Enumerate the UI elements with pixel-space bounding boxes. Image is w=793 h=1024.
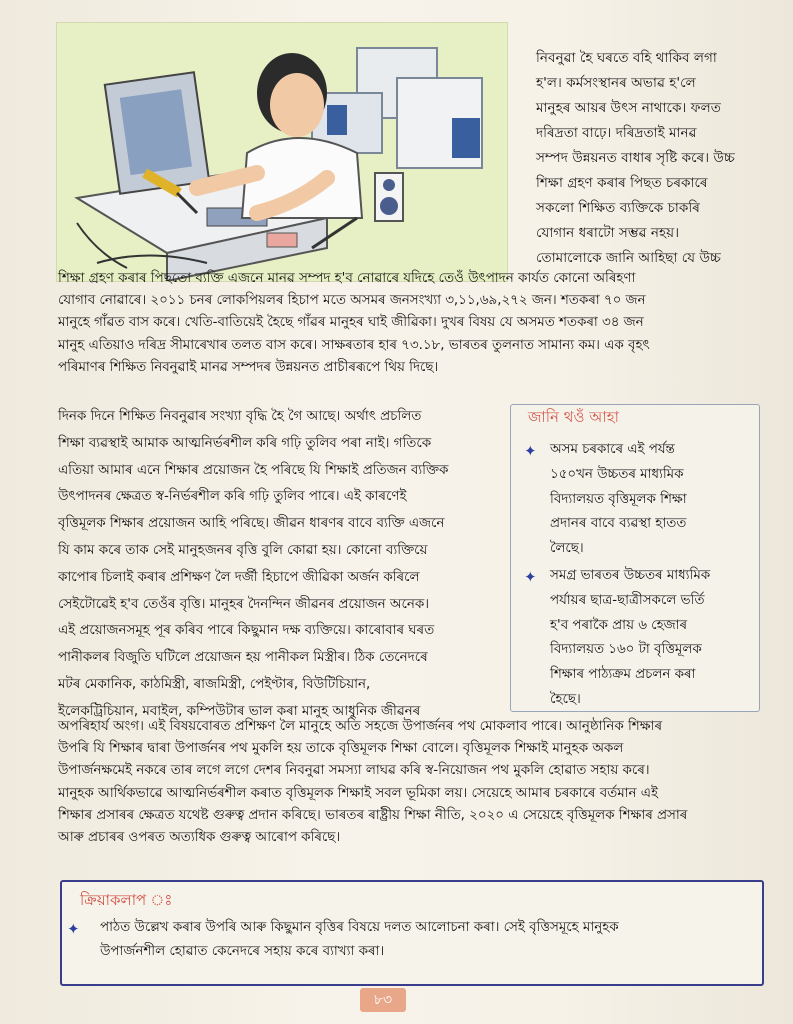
text-line: এতিয়া আমাৰ এনে শিক্ষাৰ প্ৰয়োজন হৈ পৰিছে যি শিক্ষাই প্ৰতিজন ব্যক্তিক [58, 462, 449, 478]
text-line: তোমালোকে জানি আহিছা যে উচ্চ [536, 250, 721, 266]
text-line: উপাৰ্জনক্ষমেই নকৰে তাৰ লগে লগে দেশৰ নিবনুৱা সমস্যা লাঘৱ কৰি স্ব-নিয়োজন পথ মুকলি হোৱাত সহায় কৰে। [58, 763, 650, 779]
info-box-title: জানি থওঁ আহা [528, 408, 620, 426]
text-line: প্ৰদানৰ বাবে ব্যৱস্থা হাতত [550, 516, 687, 532]
text-line: যোগাব নোৱাৰে। ২০১১ চনৰ লোকপিয়লৰ হিচাপ মতে অসমৰ জনসংখ্যা ৩,১১,৬৯,২৭২ জন। শতকৰা ৭০ জন [58, 293, 646, 309]
text-line: উপৰি যি শিক্ষাৰ দ্বাৰা উপাৰ্জনৰ পথ মুকলি হয় তাকে বৃত্তিমূলক শিক্ষা বোলে। বৃত্তিমূলক শিক্ষাই মানুহক অকল [58, 741, 624, 757]
text-line: মানুহক আৰ্থিকভাৱে আত্মনিৰ্ভৰশীল কৰাত বৃত্তিমূলক শিক্ষাই সবল ভূমিকা লয়। সেয়েহে আমাৰ চৰকাৰে বৰ্তমান এই [58, 785, 658, 801]
text-line: সম্পদ উন্নয়নত বাধাৰ সৃষ্টি কৰে। উচ্চ [536, 150, 735, 166]
text-line: শিক্ষা গ্ৰহণ কৰাৰ পিছতো ব্যক্তি এজনে মানৱ সম্পদ হ'ব নোৱাৰে যদিহে তেওঁ উৎপাদন কাৰ্যত কোনো অৰিহণা [58, 271, 636, 286]
diamond-bullet-icon: ✦ [524, 442, 537, 460]
text-line: মটৰ মেকানিক, কাঠমিস্ত্ৰী, ৰাজমিস্ত্ৰী, পেইণ্টাৰ, বিউটিচিয়ান, [58, 676, 371, 692]
info-box-item [520, 564, 756, 713]
text-line: নিবনুৱা হৈ ঘৰতে বহি থাকিব লগা [536, 50, 717, 66]
info-box-items [520, 438, 756, 715]
text-line: এই প্ৰয়োজনসমূহ পূৰ কৰিব পাৰে কিছুমান দক্ষ ব্যক্তিয়ে। কাৰোবাৰ ঘৰত [58, 623, 435, 639]
text-line: মানুহে গাঁৱত বাস কৰে। খেতি-বাতিয়েই হৈছে গাঁৱৰ মানুহৰ ঘাই জীৱিকা। দুখৰ বিষয় যে অসমত শতকৰা ৩৪ জন [58, 315, 644, 331]
text-line: মানুহ এতিয়াও দৰিদ্ৰ সীমাৰেখাৰ তলত বাস কৰে। সাক্ষৰতাৰ হাৰ ৭৩.১৮, ভাৰতৰ তুলনাত সামান্য কম। এক বৃহৎ [58, 337, 650, 353]
text-line: উপাৰ্জনশীল হোৱাত কেনেদৰে সহায় কৰে ব্যাখ্যা কৰা। [100, 944, 385, 959]
text-line: শিক্ষা ব্যৱস্থাই আমাক আত্মনিৰ্ভৰশীল কৰি গঢ়ি তুলিব পৰা নাই। গতিকে [58, 435, 432, 451]
diamond-bullet-icon: ✦ [67, 920, 80, 938]
text-line: যোগান ধৰাটো সম্ভৱ নহয়। [536, 225, 680, 241]
text-line: শিক্ষাৰ প্ৰসাৰৰ ক্ষেত্ৰত যথেষ্ট গুৰুত্ব প্ৰদান কৰিছে। ভাৰতৰ ৰাষ্ট্ৰীয় শিক্ষা নীতি, ২০২০ এ সেয়েহে বৃত্তিমূলক শিক্ষাৰ প্ৰসাৰ [58, 807, 688, 823]
text-line: যি কাম কৰে তাক সেই মানুহজনৰ বৃত্তি বুলি কোৱা হয়। কোনো ব্যক্তিয়ে [58, 542, 428, 558]
text-line: দিনক দিনে শিক্ষিত নিবনুৱাৰ সংখ্যা বৃদ্ধি হৈ গৈ আছে। অৰ্থাৎ প্ৰচলিত [58, 409, 422, 424]
right-column-text [536, 46, 761, 271]
text-line: পৰিমাণৰ শিক্ষিত নিবনুৱাই মানৱ সম্পদৰ উন্নয়নত প্ৰাচীৰৰূপে থিয় দিছে। [58, 359, 439, 375]
text-line: আৰু প্ৰচাৰৰ ওপৰত অত্যধিক গুৰুত্ব আৰোপ কৰিছে। [58, 829, 341, 845]
left-column-text [58, 404, 498, 726]
text-line: লৈছে। [550, 541, 584, 557]
text-line: বিদ্যালয়ত বৃত্তিমূলক শিক্ষা [550, 491, 687, 507]
paragraph-1 [58, 268, 763, 379]
activity-text [100, 916, 750, 964]
text-line: শিক্ষা গ্ৰহণ কৰাৰ পিছত চৰকাৰে [536, 175, 708, 191]
text-line: সমগ্ৰ ভাৰতৰ উচ্চতৰ মাধ্যমিক [550, 567, 711, 583]
text-line: পানীকলৰ বিজুতি ঘটিলে প্ৰয়োজন হয় পানীকল মিস্ত্ৰীৰ। ঠিক তেনেদৰে [58, 650, 428, 666]
text-line: বৃত্তিমূলক শিক্ষাৰ প্ৰয়োজন আহি পৰিছে। জীৱন ধাৰণৰ বাবে ব্যক্তি এজনে [58, 516, 445, 532]
text-line: সকলো শিক্ষিত ব্যক্তিকে চাকৰি [536, 200, 700, 216]
computer-repair-illustration-icon [57, 23, 507, 281]
text-line: পৰ্যায়ৰ ছাত্ৰ-ছাত্ৰীসকলে ভৰ্তি [550, 592, 705, 608]
text-line: শিক্ষাৰ পাঠ্যক্ৰম প্ৰচলন কৰা [550, 667, 696, 683]
text-line: উৎপাদনৰ ক্ষেত্ৰত স্ব-নিৰ্ভৰশীল কৰি গঢ়ি তুলিব পাৰে। এই কাৰণেই [58, 489, 407, 505]
text-line: হ'ল। কৰ্মসংস্থানৰ অভাৱ হ'লে [536, 75, 696, 91]
illustration-computer-repair [56, 22, 508, 282]
text-line: অসম চৰকাৰে এই পৰ্যন্ত [550, 442, 675, 457]
text-line: ইলেকট্ৰিচিয়ান, মবাইল, কম্পিউটাৰ ভাল কৰা মানুহ আধুনিক জীৱনৰ [58, 703, 421, 719]
diamond-bullet-icon: ✦ [524, 567, 537, 586]
text-line: ১৫০খন উচ্চতৰ মাধ্যমিক [550, 466, 684, 482]
text-line: হৈছে। [550, 691, 581, 707]
text-line: বিদ্যালয়ত ১৬০ টা বৃত্তিমূলক [550, 642, 702, 658]
text-line: হ'ব পৰাকৈ প্ৰায় ৬ হেজাৰ [550, 617, 688, 633]
text-line: কাপোৰ চিলাই কৰাৰ প্ৰশিক্ষণ লৈ দৰ্জী হিচাপে জীৱিকা অৰ্জন কৰিলে [58, 569, 420, 585]
text-line: পাঠত উল্লেখ কৰাৰ উপৰি আৰু কিছুমান বৃত্তিৰ বিষয়ে দলত আলোচনা কৰা। সেই বৃত্তিসমূহে মানুহক [100, 920, 619, 935]
text-line: দৰিদ্ৰতা বাঢ়ে। দৰিদ্ৰতাই মানৱ [536, 125, 697, 141]
page-number: ৮৩ [360, 988, 406, 1012]
text-line: মানুহৰ আয়ৰ উৎস নাথাকে। ফলত [536, 100, 721, 116]
info-box-item [520, 438, 756, 562]
activity-title: ক্ৰিয়াকলাপ ঃ [80, 891, 173, 909]
paragraph-2 [58, 716, 763, 849]
text-line: সেইটোৱেই হ'ব তেওঁৰ বৃত্তি। মানুহৰ দৈনন্দিন জীৱনৰ প্ৰয়োজন অনেক। [58, 596, 430, 612]
text-line: অপৰিহাৰ্য অংগ। এই বিষয়বোৰত প্ৰশিক্ষণ লৈ মানুহে অতি সহজে উপাৰ্জনৰ পথ মোকলাব পাৰে। আনুষ্ঠানিক শিক্ষাৰ [58, 719, 662, 734]
